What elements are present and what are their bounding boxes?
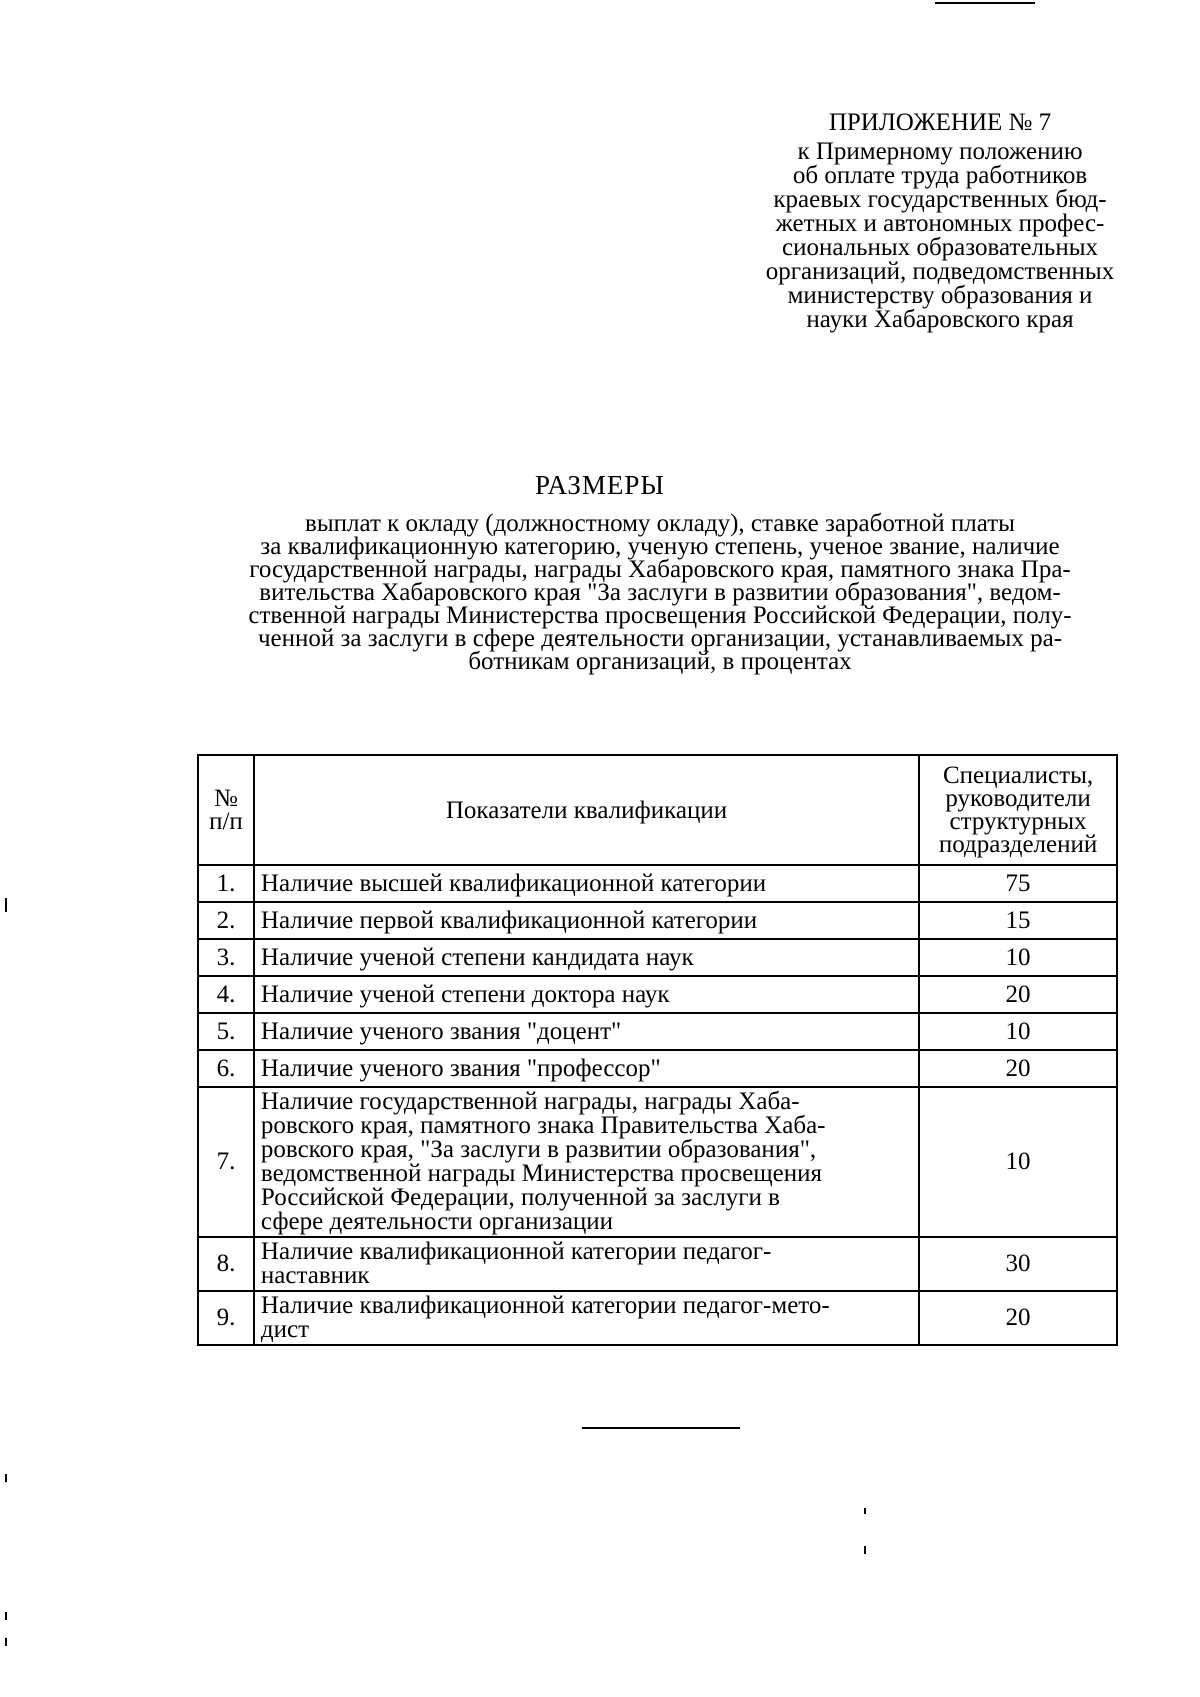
row-value: 20 <box>919 1050 1117 1087</box>
subheading-line: государственной награды, награды Хабаровского края, памятного знака Пра- <box>249 556 1071 583</box>
table-row <box>198 902 1117 939</box>
subheading-line: выплат к окладу (должностному окладу), ставке заработной платы <box>305 510 1015 537</box>
scan-speck <box>5 1474 7 1482</box>
appendix-line: к Примерному положению <box>797 138 1083 165</box>
table-row <box>198 1013 1117 1050</box>
row-indicator-line: Наличие ученой степени кандидата наук <box>260 943 694 971</box>
row-indicator <box>254 1237 919 1291</box>
table-row <box>198 976 1117 1013</box>
document-heading: РАЗМЕРЫ <box>535 470 665 500</box>
row-value: 20 <box>919 1291 1117 1345</box>
row-indicator-line: Наличие государственной награды, награды Хаба- <box>260 1088 800 1115</box>
row-indicator <box>254 1291 919 1345</box>
row-indicator <box>254 976 919 1013</box>
table-row <box>198 1291 1117 1345</box>
scan-speck <box>5 1612 7 1620</box>
appendix-block <box>740 108 1140 332</box>
row-number: 1. <box>198 865 254 902</box>
row-indicator <box>254 1087 919 1237</box>
appendix-line: науки Хабаровского края <box>806 306 1074 333</box>
table-row <box>198 1050 1117 1087</box>
scan-speck <box>864 1508 866 1514</box>
subheading-line: вительства Хабаровского края "За заслуги в развитии образования", ведом- <box>259 579 1061 606</box>
row-indicator <box>254 1013 919 1050</box>
appendix-line: краевых государственных бюд- <box>773 186 1107 213</box>
row-indicator-line: Наличие ученой степени доктора наук <box>260 980 670 1008</box>
row-indicator-line: ровского края, "За заслуги в развитии образования", <box>260 1136 817 1163</box>
header-indicator: Показатели квалификации <box>254 755 919 865</box>
row-indicator-line: Наличие высшей квалификационной категории <box>260 869 767 897</box>
row-indicator-line: Наличие квалификационной категории педагог-мето- <box>260 1292 830 1319</box>
row-indicator-line: Наличие первой квалификационной категории <box>260 906 758 934</box>
row-number: 4. <box>198 976 254 1013</box>
row-indicator-line: ровского края, памятного знака Правительства Хаба- <box>260 1112 826 1139</box>
document-subheading <box>180 512 1140 673</box>
scan-speck <box>5 898 7 912</box>
subheading-line: ственной награды Министерства просвещения Российской Федерации, полу- <box>248 602 1072 629</box>
end-rule <box>582 1427 740 1429</box>
row-indicator-line: Наличие квалификационной категории педагог- <box>260 1238 772 1265</box>
row-indicator-line: Наличие ученого звания "доцент" <box>260 1017 622 1045</box>
row-indicator-line: наставник <box>260 1262 370 1289</box>
row-indicator-line: Российской Федерации, полученной за заслуги в <box>260 1184 780 1211</box>
row-indicator <box>254 902 919 939</box>
table-header-row <box>198 755 1117 865</box>
scan-speck <box>864 1546 866 1554</box>
row-value: 20 <box>919 976 1117 1013</box>
row-number: 7. <box>198 1087 254 1237</box>
table-row <box>198 939 1117 976</box>
table-row <box>198 1237 1117 1291</box>
row-value: 10 <box>919 1013 1117 1050</box>
header-value-line: структурных <box>949 808 1087 835</box>
row-number: 2. <box>198 902 254 939</box>
row-indicator-line: сфере деятельности организации <box>260 1208 614 1235</box>
header-value-line: подразделений <box>938 831 1098 858</box>
header-number <box>198 755 254 865</box>
row-value: 10 <box>919 1087 1117 1237</box>
row-number: 3. <box>198 939 254 976</box>
row-number: 8. <box>198 1237 254 1291</box>
appendix-line: министерству образования и <box>787 282 1093 309</box>
row-indicator-line: дист <box>260 1316 310 1343</box>
row-value: 15 <box>919 902 1117 939</box>
top-edge-rule <box>935 2 1035 4</box>
row-value: 30 <box>919 1237 1117 1291</box>
header-value <box>919 755 1117 865</box>
appendix-line: об оплате труда работников <box>792 162 1088 189</box>
row-value: 75 <box>919 865 1117 902</box>
row-indicator <box>254 939 919 976</box>
appendix-line: жетных и автономных профес- <box>775 210 1105 237</box>
row-number: 6. <box>198 1050 254 1087</box>
table-row <box>198 1087 1117 1237</box>
rates-table <box>197 754 1118 1346</box>
header-number-line: п/п <box>209 808 243 835</box>
appendix-line: сиональных образовательных <box>781 234 1098 261</box>
subheading-line: за квалификационную категорию, ученую степень, ученое звание, наличие <box>260 533 1060 560</box>
appendix-line: организаций, подведомственных <box>765 258 1115 285</box>
appendix-title: ПРИЛОЖЕНИЕ № 7 <box>828 109 1052 136</box>
row-value: 10 <box>919 939 1117 976</box>
row-indicator-line: Наличие ученого звания "профессор" <box>260 1054 661 1082</box>
subheading-line: ченной за заслуги в сфере деятельности организации, устанавливаемых ра- <box>257 625 1063 652</box>
row-indicator <box>254 1050 919 1087</box>
scan-speck <box>5 1638 7 1646</box>
header-value-line: руководители <box>945 785 1091 812</box>
table-row <box>198 865 1117 902</box>
row-indicator-line: ведомственной награды Министерства просвещения <box>260 1160 822 1187</box>
row-number: 5. <box>198 1013 254 1050</box>
row-number: 9. <box>198 1291 254 1345</box>
header-value-line: Специалисты, <box>942 762 1094 789</box>
header-number-line: № <box>214 785 238 812</box>
subheading-line: ботникам организаций, в процентах <box>468 648 852 675</box>
row-indicator <box>254 865 919 902</box>
